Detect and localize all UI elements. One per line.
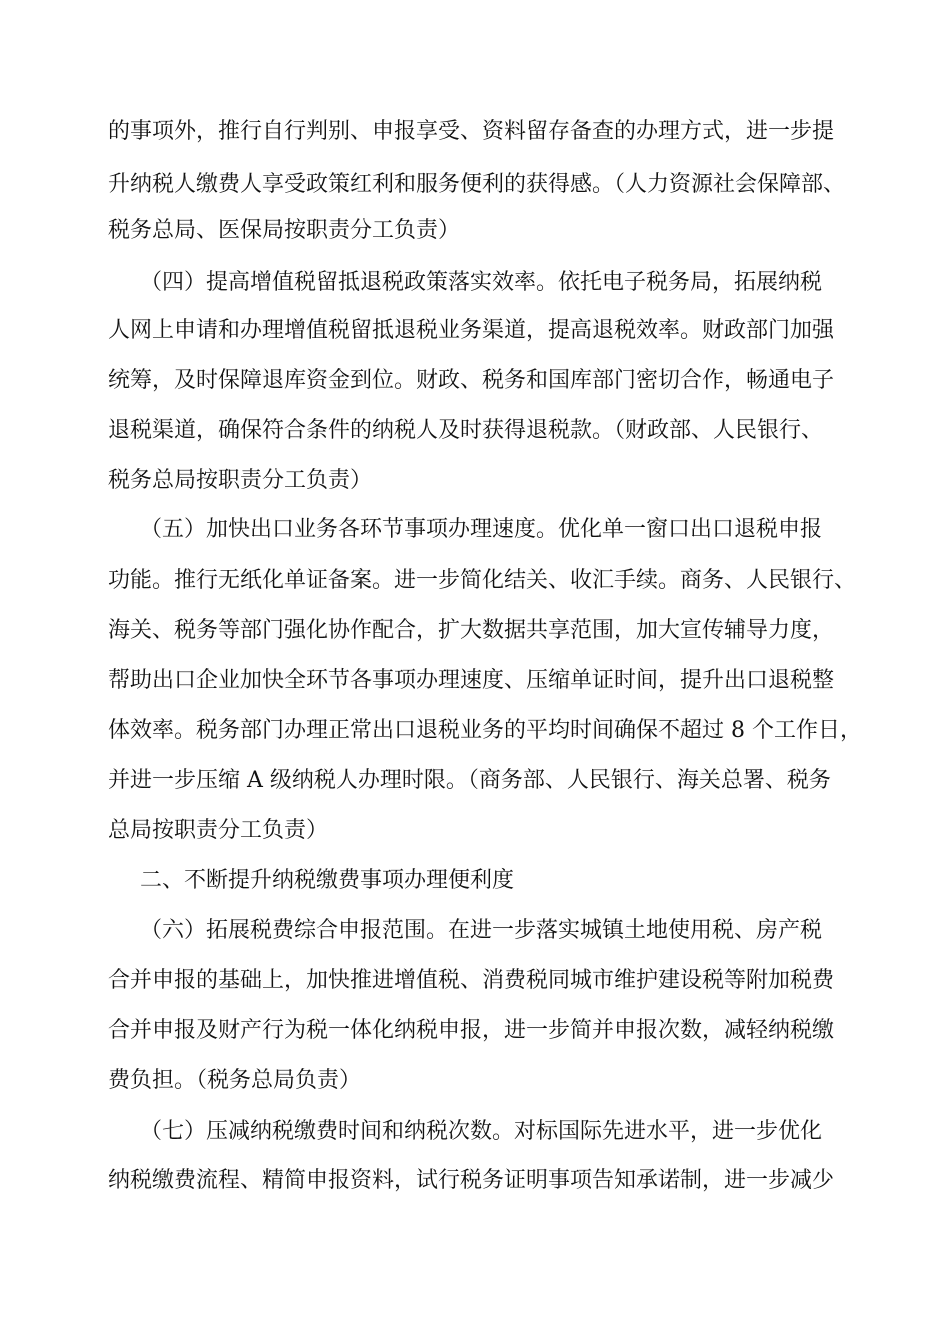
text-line: 退税渠道，确保符合条件的纳税人及时获得退税款。（财政部、人民银行、 xyxy=(108,418,824,443)
text-line: 税务总局按职责分工负责） xyxy=(108,468,373,493)
text-line: 升纳税人缴费人享受政策红利和服务便利的获得感。（人力资源社会保障部、 xyxy=(108,172,846,197)
text-line: 海关、税务等部门强化协作配合，扩大数据共享范围，加大宣传辅导力度， xyxy=(108,618,835,643)
chapter-heading-2: 二、不断提升纳税缴费事项办理便利度 xyxy=(140,868,515,893)
text-line: 统筹，及时保障退库资金到位。财政、税务和国库部门密切合作，畅通电子 xyxy=(108,368,835,393)
text-line: 体效率。税务部门办理正常出口退税业务的平均时间确保不超过 8 个工作日， xyxy=(108,718,862,743)
text-line: 总局按职责分工负责） xyxy=(108,818,329,843)
text-line: 人网上申请和办理增值税留抵退税业务渠道，提高退税效率。财政部门加强 xyxy=(108,318,835,343)
text-line: 功能。推行无纸化单证备案。进一步简化结关、收汇手续。商务、人民银行、 xyxy=(108,568,857,593)
text-line: 费负担。（税务总局负责） xyxy=(108,1068,362,1093)
section-heading-7: （七）压减纳税缴费时间和纳税次数。对标国际先进水平，进一步优化 xyxy=(140,1119,823,1144)
section-heading-6: （六）拓展税费综合申报范围。在进一步落实城镇土地使用税、房产税 xyxy=(140,918,823,943)
text-line: 帮助出口企业加快全环节各事项办理速度、压缩单证时间，提升出口退税整 xyxy=(108,668,835,693)
text-line: 合并申报的基础上，加快推进增值税、消费税同城市维护建设税等附加税费 xyxy=(108,968,835,993)
text-line: 纳税缴费流程、精简申报资料，试行税务证明事项告知承诺制，进一步减少 xyxy=(108,1168,835,1193)
text-line: 合并申报及财产行为税一体化纳税申报，进一步简并申报次数，减轻纳税缴 xyxy=(108,1018,835,1043)
text-line: 税务总局、医保局按职责分工负责） xyxy=(108,218,461,243)
text-line: 并进一步压缩 A 级纳税人办理时限。（商务部、人民银行、海关总署、税务 xyxy=(108,768,831,793)
text-line: 的事项外，推行自行判别、申报享受、资料留存备查的办理方式，进一步提 xyxy=(108,119,835,144)
section-heading-5: （五）加快出口业务各环节事项办理速度。优化单一窗口出口退税申报 xyxy=(140,517,823,542)
section-heading-4: （四）提高增值税留抵退税政策落实效率。依托电子税务局，拓展纳税 xyxy=(140,270,823,295)
